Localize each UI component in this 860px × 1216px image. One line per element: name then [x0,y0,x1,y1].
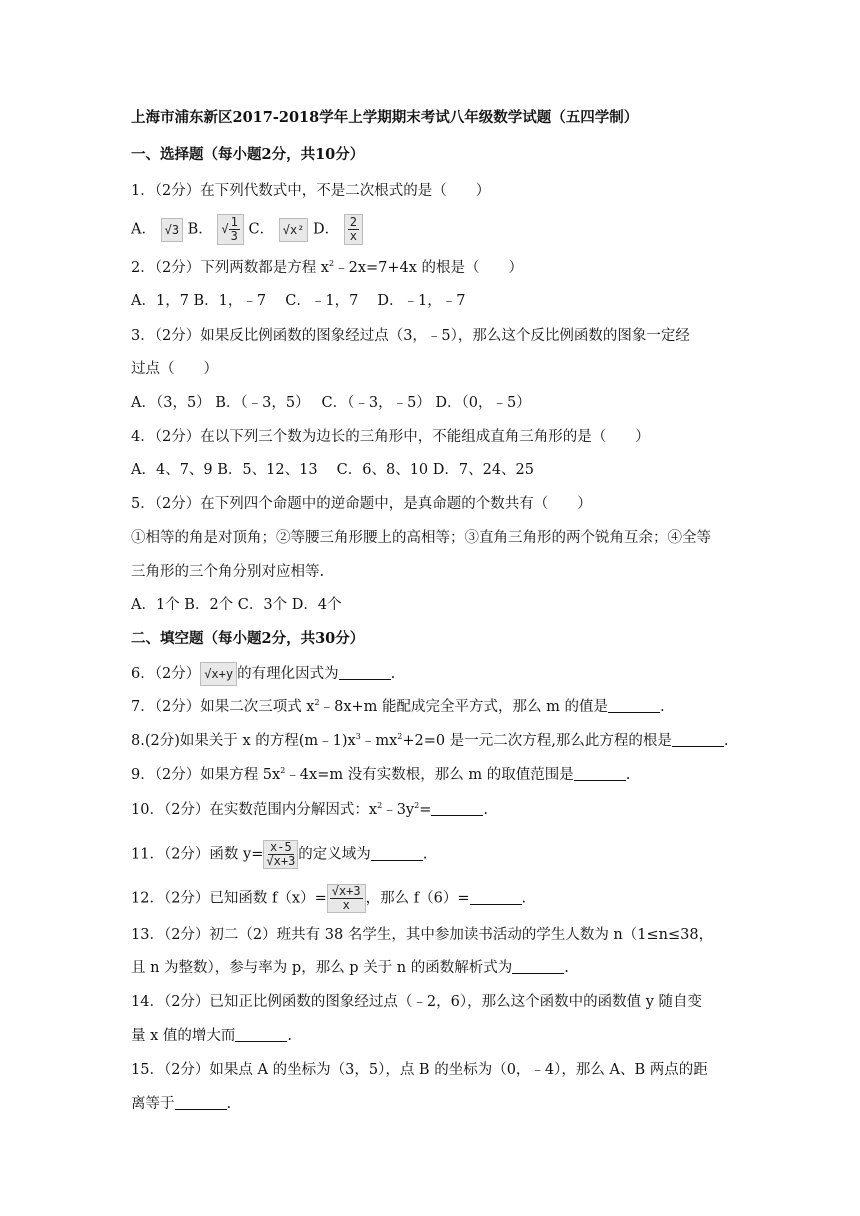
sqrt-3-image: √3 [161,218,183,242]
answer-blank [339,665,391,680]
option-d-label: D． [313,221,340,238]
two-over-x-denominator: x [349,229,357,243]
question-5-body-line2: 三角形的三个角分别对应相等. [131,564,325,580]
two-over-x-image [344,214,363,245]
question-14-line1: 14．（2分）已知正比例函数的图象经过点（﹣2，6），那么这个函数中的函数值 y 随自变 [131,994,703,1010]
question-5-stem: 5．（2分）在下列四个命题中的逆命题中，是真命题的个数共有（ ） [131,496,592,512]
question-9: 9．（2分）如果方程 $5x^2﹣4x=m$ 没有实数根，那么 m 的取值范围是 . [131,766,631,783]
answer-blank [608,698,660,713]
question-15-line1: 15．（2分）如果点 A 的坐标为（3，5），点 B 的坐标为（0，﹣4），那么 A、B 两点的距 [131,1062,708,1078]
question-6: 6．（2分） √x+y 的有理化因式为 . [131,662,395,686]
two-over-x-numerator: 2 [349,215,357,229]
sqrt-x-plus-y-image: √x+y [200,662,237,686]
fraction-sqrt-over-x-image: $\frac{√x+3}{x}$ [327,884,366,913]
question-13-line2: 且 n 为整数），参与率为 p，那么 p 关于 n 的函数解析式为 . [131,960,569,976]
question-2-stem: 2．（2分）下列两数都是方程 $x^2﹣2x=7+4x$ 的根是（ ） [131,259,524,276]
option-a-label: A． [131,221,156,238]
option-c-label: C． [248,221,275,238]
question-3-stem-line1: 3．（2分）如果反比例函数的图象经过点（3，﹣5），那么这个反比例函数的图象一定经 [131,328,690,344]
question-5-options: A．1个 B．2个 C．3个 D．4个 [131,597,342,613]
question-12: 12．（2分）已知函数 f（x）= $\frac{√x+3}{x}$ ，那么 f（6）= . [131,884,527,912]
answer-blank [371,846,423,861]
question-3-stem-line2: 过点（ ） [131,361,218,377]
option-b-label: B． [187,221,213,238]
answer-blank [175,1095,227,1110]
sqrt-one-third-denominator: 3 [230,229,238,243]
fraction-x-minus-5-over-sqrt-image: $\frac{x-5}{√x+3}$ [263,840,298,869]
section-heading-choice: 一、选择题（每小题2分，共10分） [131,146,365,163]
question-3-options: A．（3，5） B．（﹣3，5） C．（﹣3，﹣5） D．（0，﹣5） [131,395,531,411]
question-1-options [131,214,363,245]
question-2-options: A．1，7 B．1，﹣7 C．﹣1，7 D．﹣1，﹣7 [131,293,466,309]
sqrt-one-third-image: √ $\frac{1}{3}$ [217,214,243,245]
question-8: 8.(2分)如果关于 x 的方程$(m﹣1)x^3﹣mx^2+2=0$ 是一元二次方程,那么此方程的根是 . [131,732,729,749]
sqrt-one-third-numerator: 1 [230,215,238,229]
answer-blank [431,801,483,816]
answer-blank [574,766,626,781]
answer-blank [512,959,564,974]
question-7: 7．（2分）如果二次三项式 $x^2﹣8x+m$ 能配成完全平方式，那么 m 的值是 . [131,698,665,715]
question-1-stem: 1．（2分）在下列代数式中，不是二次根式的是（ ） [131,183,491,199]
question-14-line2: 量 x 值的增大而 . [131,1028,293,1044]
question-15-line2: 离等于 . [131,1096,232,1112]
section-heading-fill: 二、填空题（每小题2分，共30分） [131,630,365,647]
question-10: 10．（2分）在实数范围内分解因式：$x^2﹣3y^2=$ . [131,801,488,818]
question-5-body-line1: ①相等的角是对顶角；②等腰三角形腰上的高相等；③直角三角形的两个锐角互余；④全等 [131,530,711,546]
question-4-stem: 4．（2分）在以下列三个数为边长的三角形中，不能组成直角三角形的是（ ） [131,429,650,445]
answer-blank [235,1027,287,1042]
document-title: 上海市浦东新区2017-2018学年上学期期末考试八年级数学试题（五四学制） [131,109,639,126]
sqrt-x-squared-image: √x² [279,218,309,242]
answer-blank [470,890,522,905]
answer-blank [672,732,724,747]
question-13-line1: 13．（2分）初二（2）班共有 38 名学生，其中参加读书活动的学生人数为 n（1≤n≤38， [131,927,714,943]
question-11: 11．（2分）函数 y= $\frac{x-5}{√x+3}$ 的定义域为 . [131,840,428,868]
question-4-options: A．4、7、9 B．5、12、13 C．6、8、10 D．7、24、25 [131,462,535,478]
